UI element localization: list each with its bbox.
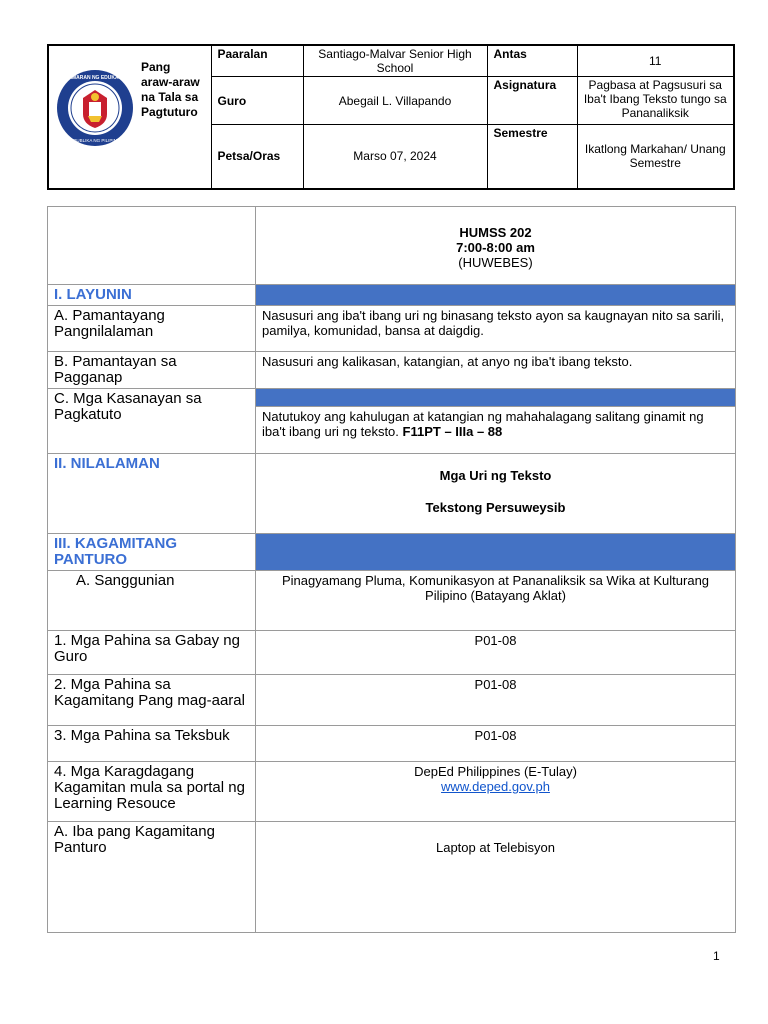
karagdagang-kagamitan-label: 4. Mga Karagdagang Kagamitan mula sa portal ng Learning Resouce [48,762,256,822]
teksbuk-value: P01-08 [256,726,736,762]
kasanayan-cell [256,389,736,454]
kasanayan-value [256,407,735,441]
nilalaman-heading: II. NILALAMAN [48,454,256,534]
gabay-guro-value: P01-08 [256,631,736,675]
class-time: 7:00-8:00 am [456,240,535,255]
nilalaman-cell [256,454,736,534]
form-title [137,45,211,189]
course-code: HUMSS 202 [459,225,532,240]
paaralan-value: Santiago-Malvar Senior High School [303,45,487,77]
petsa-value: Marso 07, 2024 [303,125,487,189]
petsa-label: Petsa/Oras [211,125,303,189]
logo-cell [48,45,137,189]
deped-website-link[interactable]: www.deped.gov.ph [441,779,550,794]
svg-text:KAGAWARAN NG EDUKASYON: KAGAWARAN NG EDUKASYON [57,75,133,81]
paaralan-label: Paaralan [211,45,303,77]
guro-value: Abegail L. Villapando [303,77,487,125]
schedule-empty-cell [48,207,256,285]
semestre-value: Ikatlong Markahan/ Unang Semestre [577,125,734,189]
karagdagang-kagamitan-value: DepEd Philippines (E-Tulay) [414,764,577,779]
sanggunian-label: A. Sanggunian [48,571,256,631]
pamantayang-pangnilalaman-value: Nasusuri ang iba't ibang uri ng binasang teksto ayon sa kaugnayan nito sa sarili, pamilya, komunidad, bansa at daigdig. [256,306,736,352]
pamantayang-pangnilalaman-label: A. Pamantayang Pangnilalaman [48,306,256,352]
form-title-line: Pang [141,60,171,74]
iba-pang-kagamitan-label: A. Iba pang Kagamitang Panturo [48,822,256,933]
section-bar [256,285,736,306]
kagamitang-mag-aaral-value: P01-08 [256,675,736,726]
kasanayan-text: Natutukoy ang kahulugan at katangian ng mahahalagang salitang ginamit ng iba't ibang uri ng teksto. [262,409,704,439]
page-number: 1 [713,949,720,963]
antas-label: Antas [487,45,577,77]
svg-text:REPUBLIKA NG PILIPINAS: REPUBLIKA NG PILIPINAS [67,138,123,143]
sanggunian-value: Pinagyamang Pluma, Komunikasyon at Pananaliksik sa Wika at Kulturang Pilipino (Batayang Aklat) [256,571,736,631]
header-table [47,44,735,190]
asignatura-value: Pagbasa at Pagsusuri sa Iba't Ibang Teksto tungo sa Pananaliksik [577,77,734,125]
antas-value: 11 [577,45,734,77]
form-title-line: araw-araw [141,75,200,89]
section-bar [256,389,735,407]
kagamitan-heading: III. KAGAMITANG PANTURO [48,534,256,571]
kagamitang-mag-aaral-label: 2. Mga Pahina sa Kagamitang Pang mag-aaral [48,675,256,726]
karagdagang-kagamitan-cell [256,762,736,822]
gabay-guro-label: 1. Mga Pahina sa Gabay ng Guro [48,631,256,675]
iba-pang-kagamitan-value: Laptop at Telebisyon [256,822,736,933]
competency-code: F11PT – IIIa – 88 [402,424,503,439]
semestre-label: Semestre [487,125,577,189]
deped-seal-logo [55,68,135,148]
pamantayan-pagganap-label: B. Pamantayan sa Pagganap [48,352,256,389]
teksbuk-label: 3. Mga Pahina sa Teksbuk [48,726,256,762]
lesson-plan-table [47,206,736,933]
guro-label: Guro [211,77,303,125]
layunin-heading: I. LAYUNIN [48,285,256,306]
topic-title: Mga Uri ng Teksto [439,468,552,483]
subtopic-title: Tekstong Persuweysib [425,500,566,515]
kasanayan-label: C. Mga Kasanayan sa Pagkatuto [48,389,256,454]
asignatura-label: Asignatura [487,77,577,125]
class-day: (HUWEBES) [458,255,533,270]
form-title-line: na Tala sa [141,90,199,104]
pamantayan-pagganap-value: Nasusuri ang kalikasan, katangian, at anyo ng iba't ibang teksto. [256,352,736,389]
schedule-cell [256,207,736,285]
form-title-line: Pagtuturo [141,105,198,119]
section-bar [256,534,736,571]
